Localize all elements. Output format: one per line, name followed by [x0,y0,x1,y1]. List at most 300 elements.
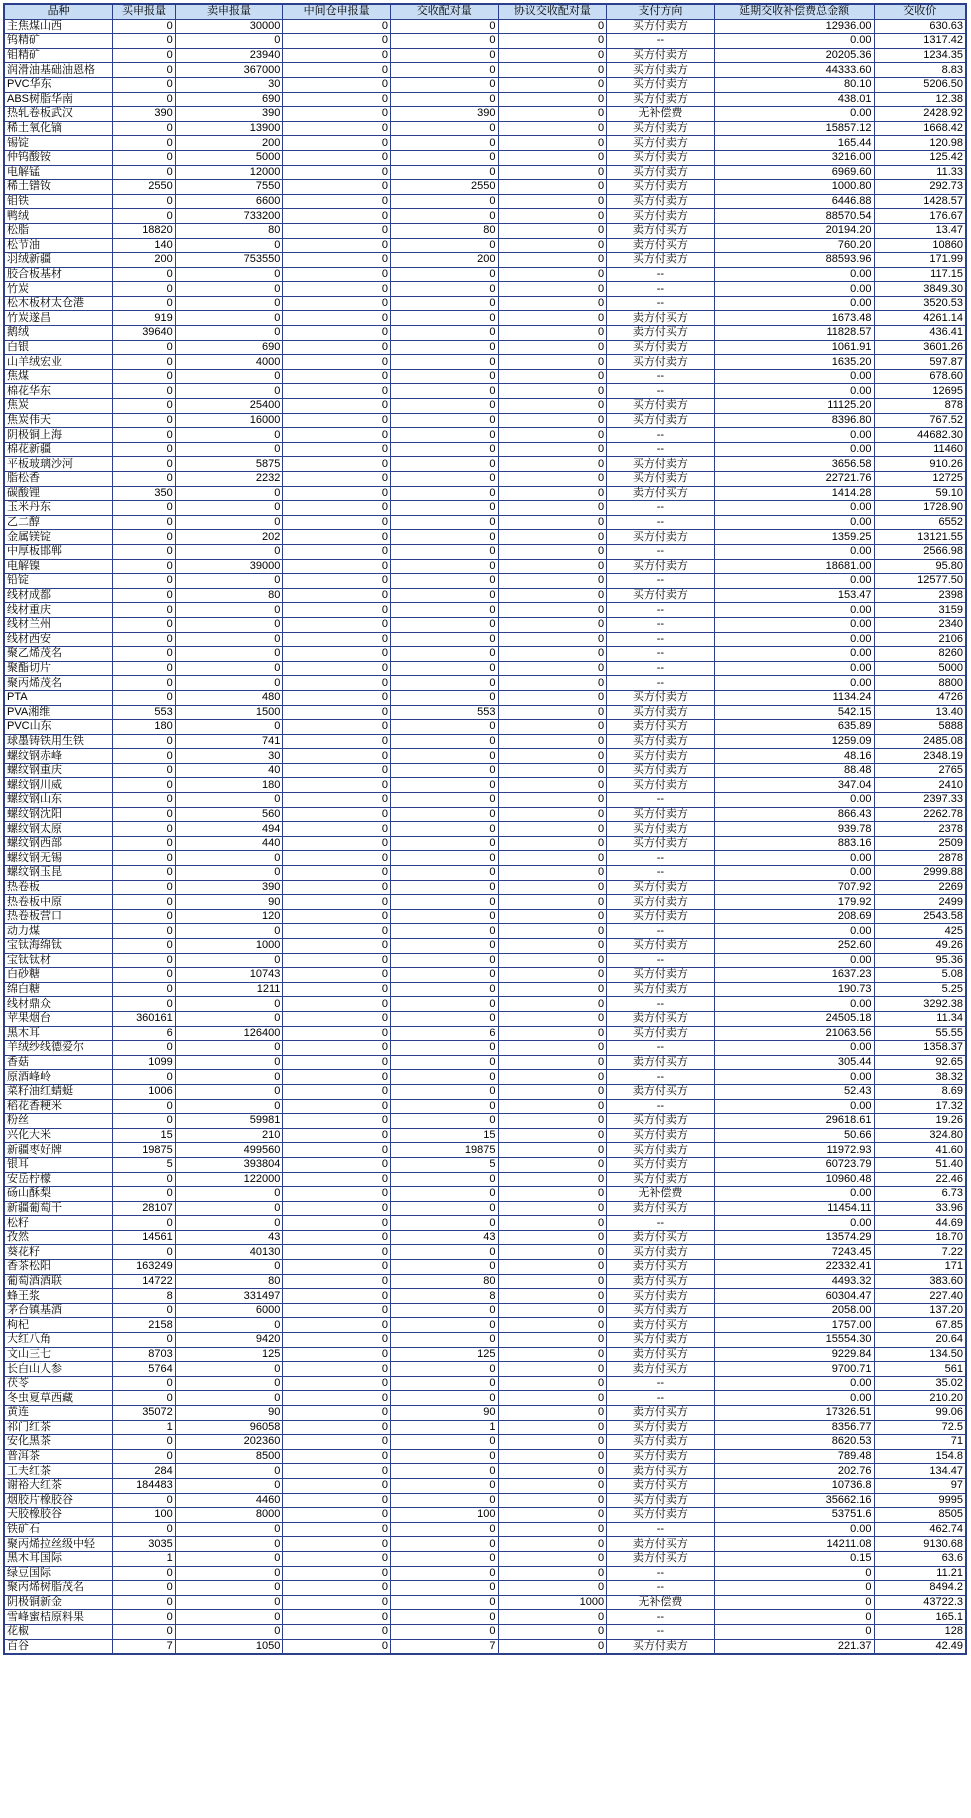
matched-volume-cell: 0 [390,1041,498,1056]
product-name-cell: 香茶松阳 [4,1260,113,1275]
settlement-price-cell: 2428.92 [874,107,966,122]
intermediate-volume-cell: 0 [283,632,391,647]
sell-volume-cell: 0 [175,720,283,735]
compensation-total-cell: 3656.58 [714,457,874,472]
payment-direction-cell: 买方付卖方 [607,1157,715,1172]
matched-volume-cell: 80 [390,223,498,238]
product-name-cell: 冬虫夏草西藏 [4,1391,113,1406]
matched-volume-cell: 0 [390,661,498,676]
compensation-total-cell: 7243.45 [714,1245,874,1260]
table-row [4,457,966,472]
settlement-price-cell: 8.83 [874,63,966,78]
table-row [4,238,966,253]
agreement-matched-cell: 0 [498,909,607,924]
matched-volume-cell: 0 [390,296,498,311]
buy-volume-cell: 0 [113,1435,176,1450]
payment-direction-cell: 买方付卖方 [607,180,715,195]
product-name-cell: 黑木耳 [4,1026,113,1041]
compensation-total-cell: 0.00 [714,384,874,399]
matched-volume-cell: 0 [390,136,498,151]
table-row [4,267,966,282]
sell-volume-cell: 30 [175,77,283,92]
table-row [4,209,966,224]
compensation-total-cell: 221.37 [714,1639,874,1654]
compensation-total-cell: 0.00 [714,617,874,632]
compensation-total-cell: 21063.56 [714,1026,874,1041]
payment-direction-cell: 买方付卖方 [607,472,715,487]
agreement-matched-cell: 0 [498,574,607,589]
settlement-price-cell: 97 [874,1478,966,1493]
table-row [4,180,966,195]
agreement-matched-cell: 0 [498,457,607,472]
sell-volume-cell: 0 [175,282,283,297]
matched-volume-cell: 0 [390,1449,498,1464]
settlement-price-cell: 11.34 [874,1011,966,1026]
sell-volume-cell: 393804 [175,1157,283,1172]
agreement-matched-cell: 0 [498,1157,607,1172]
settlement-price-cell: 44.69 [874,1216,966,1231]
table-row [4,617,966,632]
buy-volume-cell: 2158 [113,1318,176,1333]
sell-volume-cell: 0 [175,1566,283,1581]
payment-direction-cell: 买方付卖方 [607,194,715,209]
matched-volume-cell: 0 [390,749,498,764]
product-name-cell: 螺纹钢山东 [4,793,113,808]
matched-volume-cell: 0 [390,807,498,822]
product-name-cell: 安化黑茶 [4,1435,113,1450]
sell-volume-cell: 0 [175,574,283,589]
product-name-cell: 银耳 [4,1157,113,1172]
settlement-price-cell: 95.36 [874,953,966,968]
matched-volume-cell: 0 [390,1391,498,1406]
agreement-matched-cell: 0 [498,1464,607,1479]
matched-volume-cell: 0 [390,1245,498,1260]
payment-direction-cell: -- [607,632,715,647]
product-name-cell: 鹅绒 [4,326,113,341]
intermediate-volume-cell: 0 [283,194,391,209]
agreement-matched-cell: 0 [498,515,607,530]
table-row [4,501,966,516]
intermediate-volume-cell: 0 [283,1406,391,1421]
settlement-price-cell: 5000 [874,661,966,676]
payment-direction-cell: 买方付卖方 [607,1435,715,1450]
compensation-total-cell: 0.00 [714,953,874,968]
table-row [4,909,966,924]
table-row [4,1128,966,1143]
product-name-cell: 谢裕大红茶 [4,1478,113,1493]
buy-volume-cell: 35072 [113,1406,176,1421]
agreement-matched-cell: 0 [498,734,607,749]
matched-volume-cell: 0 [390,1303,498,1318]
payment-direction-cell: -- [607,1610,715,1625]
agreement-matched-cell: 0 [498,1508,607,1523]
table-row [4,720,966,735]
buy-volume-cell: 0 [113,632,176,647]
intermediate-volume-cell: 0 [283,1303,391,1318]
product-name-cell: 工夫红茶 [4,1464,113,1479]
buy-volume-cell: 180 [113,720,176,735]
matched-volume-cell: 0 [390,369,498,384]
settlement-price-cell: 8260 [874,647,966,662]
matched-volume-cell: 0 [390,48,498,63]
payment-direction-cell: 卖方付买方 [607,1478,715,1493]
intermediate-volume-cell: 0 [283,1610,391,1625]
settlement-price-cell: 154.8 [874,1449,966,1464]
matched-volume-cell: 0 [390,1201,498,1216]
sell-volume-cell: 13900 [175,121,283,136]
buy-volume-cell: 0 [113,267,176,282]
agreement-matched-cell: 0 [498,1333,607,1348]
table-row [4,1245,966,1260]
product-name-cell: 砀山酥梨 [4,1187,113,1202]
product-name-cell: 松籽 [4,1216,113,1231]
compensation-total-cell: 15857.12 [714,121,874,136]
buy-volume-cell: 5 [113,1157,176,1172]
compensation-total-cell: 0.00 [714,544,874,559]
settlement-price-cell: 227.40 [874,1289,966,1304]
product-name-cell: 螺纹钢川威 [4,778,113,793]
agreement-matched-cell: 0 [498,1216,607,1231]
sell-volume-cell: 499560 [175,1143,283,1158]
settlement-table [3,3,967,1655]
agreement-matched-cell: 0 [498,486,607,501]
table-row [4,1303,966,1318]
settlement-price-cell: 425 [874,924,966,939]
intermediate-volume-cell: 0 [283,1041,391,1056]
agreement-matched-cell: 0 [498,544,607,559]
compensation-total-cell: 8356.77 [714,1420,874,1435]
intermediate-volume-cell: 0 [283,1376,391,1391]
intermediate-volume-cell: 0 [283,1260,391,1275]
table-row [4,1318,966,1333]
settlement-price-cell: 19.26 [874,1114,966,1129]
settlement-price-cell: 2878 [874,851,966,866]
sell-volume-cell: 0 [175,1391,283,1406]
agreement-matched-cell: 0 [498,92,607,107]
intermediate-volume-cell: 0 [283,1362,391,1377]
matched-volume-cell: 0 [390,1624,498,1639]
product-name-cell: 枸杞 [4,1318,113,1333]
matched-volume-cell: 0 [390,734,498,749]
compensation-total-cell: 11972.93 [714,1143,874,1158]
column-header: 交收配对量 [390,4,498,19]
sell-volume-cell: 0 [175,238,283,253]
product-name-cell: 螺纹钢无锡 [4,851,113,866]
buy-volume-cell: 6 [113,1026,176,1041]
matched-volume-cell: 0 [390,384,498,399]
product-name-cell: 长白山人参 [4,1362,113,1377]
settlement-price-cell: 5.25 [874,982,966,997]
compensation-total-cell: 0.00 [714,1099,874,1114]
payment-direction-cell: 卖方付买方 [607,486,715,501]
matched-volume-cell: 0 [390,603,498,618]
settlement-price-cell: 1358.37 [874,1041,966,1056]
matched-volume-cell: 0 [390,720,498,735]
sell-volume-cell: 753550 [175,253,283,268]
product-name-cell: 文山三七 [4,1347,113,1362]
product-name-cell: 螺纹钢太原 [4,822,113,837]
sell-volume-cell: 440 [175,836,283,851]
buy-volume-cell: 14722 [113,1274,176,1289]
intermediate-volume-cell: 0 [283,851,391,866]
agreement-matched-cell: 0 [498,588,607,603]
table-row [4,223,966,238]
agreement-matched-cell: 0 [498,223,607,238]
payment-direction-cell: -- [607,1216,715,1231]
sell-volume-cell: 59981 [175,1114,283,1129]
compensation-total-cell: 1000.80 [714,180,874,195]
table-row [4,1157,966,1172]
payment-direction-cell: 买方付卖方 [607,1245,715,1260]
table-body [4,19,966,1654]
agreement-matched-cell: 0 [498,632,607,647]
compensation-total-cell: 0.00 [714,428,874,443]
product-name-cell: 大红八角 [4,1333,113,1348]
matched-volume-cell: 0 [390,442,498,457]
product-name-cell: 碳酸锂 [4,486,113,501]
compensation-total-cell: 11454.11 [714,1201,874,1216]
product-name-cell: 电解锰 [4,165,113,180]
buy-volume-cell: 0 [113,997,176,1012]
intermediate-volume-cell: 0 [283,720,391,735]
product-name-cell: 菜籽油红蜻蜓 [4,1084,113,1099]
compensation-total-cell: 866.43 [714,807,874,822]
buy-volume-cell: 100 [113,1508,176,1523]
product-name-cell: 电解镍 [4,559,113,574]
product-name-cell: 竹炭遂昌 [4,311,113,326]
sell-volume-cell: 0 [175,267,283,282]
table-row [4,1639,966,1654]
table-row [4,1610,966,1625]
product-name-cell: 脂松香 [4,472,113,487]
settlement-price-cell: 92.65 [874,1055,966,1070]
sell-volume-cell: 80 [175,1274,283,1289]
agreement-matched-cell: 0 [498,763,607,778]
compensation-total-cell: 15554.30 [714,1333,874,1348]
agreement-matched-cell: 0 [498,1070,607,1085]
buy-volume-cell: 0 [113,1493,176,1508]
intermediate-volume-cell: 0 [283,486,391,501]
product-name-cell: PTA [4,690,113,705]
sell-volume-cell: 8000 [175,1508,283,1523]
agreement-matched-cell: 0 [498,1362,607,1377]
payment-direction-cell: -- [607,1581,715,1596]
intermediate-volume-cell: 0 [283,982,391,997]
agreement-matched-cell: 0 [498,355,607,370]
settlement-price-cell: 5.08 [874,968,966,983]
matched-volume-cell: 15 [390,1128,498,1143]
agreement-matched-cell: 0 [498,340,607,355]
sell-volume-cell: 90 [175,895,283,910]
product-name-cell: 聚丙烯拉丝级中轻 [4,1537,113,1552]
matched-volume-cell: 7 [390,1639,498,1654]
matched-volume-cell: 0 [390,1493,498,1508]
settlement-price-cell: 8494.2 [874,1581,966,1596]
sell-volume-cell: 1211 [175,982,283,997]
product-name-cell: ABS树脂华南 [4,92,113,107]
intermediate-volume-cell: 0 [283,19,391,34]
settlement-price-cell: 8800 [874,676,966,691]
agreement-matched-cell: 0 [498,661,607,676]
matched-volume-cell: 0 [390,544,498,559]
payment-direction-cell: -- [607,515,715,530]
payment-direction-cell: -- [607,851,715,866]
matched-volume-cell: 0 [390,1114,498,1129]
intermediate-volume-cell: 0 [283,1187,391,1202]
payment-direction-cell: -- [607,1099,715,1114]
table-row [4,1187,966,1202]
buy-volume-cell: 0 [113,1449,176,1464]
table-row [4,1274,966,1289]
buy-volume-cell: 0 [113,413,176,428]
agreement-matched-cell: 0 [498,1420,607,1435]
intermediate-volume-cell: 0 [283,1420,391,1435]
buy-volume-cell: 0 [113,851,176,866]
table-row [4,77,966,92]
table-row [4,559,966,574]
buy-volume-cell: 0 [113,1303,176,1318]
payment-direction-cell: 无补偿费 [607,1595,715,1610]
table-row [4,428,966,443]
product-name-cell: PVC山东 [4,720,113,735]
buy-volume-cell: 0 [113,763,176,778]
matched-volume-cell: 0 [390,997,498,1012]
table-row [4,369,966,384]
payment-direction-cell: 卖方付买方 [607,1406,715,1421]
compensation-total-cell: 542.15 [714,705,874,720]
buy-volume-cell: 0 [113,588,176,603]
buy-volume-cell: 0 [113,866,176,881]
product-name-cell: 热卷板中原 [4,895,113,910]
buy-volume-cell: 3035 [113,1537,176,1552]
matched-volume-cell: 0 [390,1055,498,1070]
table-row [4,690,966,705]
buy-volume-cell: 0 [113,953,176,968]
settlement-price-cell: 176.67 [874,209,966,224]
buy-volume-cell: 140 [113,238,176,253]
product-name-cell: 聚酯切片 [4,661,113,676]
agreement-matched-cell: 0 [498,1435,607,1450]
product-name-cell: 螺纹钢西部 [4,836,113,851]
table-row [4,778,966,793]
column-header: 交收价 [874,4,966,19]
matched-volume-cell: 0 [390,574,498,589]
matched-volume-cell: 0 [390,924,498,939]
matched-volume-cell: 0 [390,472,498,487]
table-row [4,1551,966,1566]
sell-volume-cell: 0 [175,1011,283,1026]
product-name-cell: 焦煤 [4,369,113,384]
intermediate-volume-cell: 0 [283,968,391,983]
matched-volume-cell: 0 [390,1172,498,1187]
settlement-price-cell: 3292.38 [874,997,966,1012]
agreement-matched-cell: 0 [498,107,607,122]
payment-direction-cell: 买方付卖方 [607,165,715,180]
intermediate-volume-cell: 0 [283,1566,391,1581]
agreement-matched-cell: 0 [498,939,607,954]
matched-volume-cell: 2550 [390,180,498,195]
payment-direction-cell: -- [607,296,715,311]
buy-volume-cell: 0 [113,1114,176,1129]
column-header: 卖申报量 [175,4,283,19]
table-row [4,939,966,954]
compensation-total-cell: 0.00 [714,1070,874,1085]
buy-volume-cell: 184483 [113,1478,176,1493]
matched-volume-cell: 0 [390,326,498,341]
intermediate-volume-cell: 0 [283,574,391,589]
product-name-cell: 宝钛钛材 [4,953,113,968]
product-name-cell: 安岳柠檬 [4,1172,113,1187]
intermediate-volume-cell: 0 [283,340,391,355]
buy-volume-cell: 0 [113,1099,176,1114]
intermediate-volume-cell: 0 [283,1435,391,1450]
payment-direction-cell: 买方付卖方 [607,822,715,837]
sell-volume-cell: 9420 [175,1333,283,1348]
product-name-cell: 羽绒新疆 [4,253,113,268]
matched-volume-cell: 0 [390,19,498,34]
buy-volume-cell: 0 [113,1333,176,1348]
agreement-matched-cell: 0 [498,968,607,983]
product-name-cell: PVC华东 [4,77,113,92]
sell-volume-cell: 690 [175,340,283,355]
payment-direction-cell: 卖方付买方 [607,1464,715,1479]
buy-volume-cell: 1 [113,1420,176,1435]
intermediate-volume-cell: 0 [283,282,391,297]
settlement-price-cell: 878 [874,399,966,414]
settlement-price-cell: 2499 [874,895,966,910]
agreement-matched-cell: 0 [498,1026,607,1041]
sell-volume-cell: 0 [175,544,283,559]
table-row [4,1041,966,1056]
buy-volume-cell: 0 [113,822,176,837]
payment-direction-cell: 买方付卖方 [607,150,715,165]
intermediate-volume-cell: 0 [283,92,391,107]
matched-volume-cell: 100 [390,1508,498,1523]
table-row [4,311,966,326]
buy-volume-cell: 0 [113,1595,176,1610]
intermediate-volume-cell: 0 [283,909,391,924]
agreement-matched-cell: 0 [498,676,607,691]
payment-direction-cell: 卖方付买方 [607,1201,715,1216]
table-row [4,1624,966,1639]
sell-volume-cell: 0 [175,1362,283,1377]
buy-volume-cell: 0 [113,369,176,384]
payment-direction-cell: -- [607,676,715,691]
sell-volume-cell: 0 [175,384,283,399]
sell-volume-cell: 0 [175,647,283,662]
product-name-cell: 线材鼎众 [4,997,113,1012]
compensation-total-cell: 0.00 [714,1522,874,1537]
agreement-matched-cell: 0 [498,1318,607,1333]
sell-volume-cell: 4460 [175,1493,283,1508]
agreement-matched-cell: 0 [498,1406,607,1421]
sell-volume-cell: 0 [175,617,283,632]
table-row [4,1581,966,1596]
table-row [4,763,966,778]
sell-volume-cell: 690 [175,92,283,107]
product-name-cell: 鸭绒 [4,209,113,224]
product-name-cell: 热卷板 [4,880,113,895]
sell-volume-cell: 0 [175,515,283,530]
product-name-cell: 铁矿石 [4,1522,113,1537]
matched-volume-cell: 0 [390,63,498,78]
compensation-total-cell: 1635.20 [714,355,874,370]
payment-direction-cell: 卖方付买方 [607,1537,715,1552]
table-row [4,107,966,122]
compensation-total-cell: 0.00 [714,267,874,282]
settlement-price-cell: 6.73 [874,1187,966,1202]
agreement-matched-cell: 0 [498,1245,607,1260]
